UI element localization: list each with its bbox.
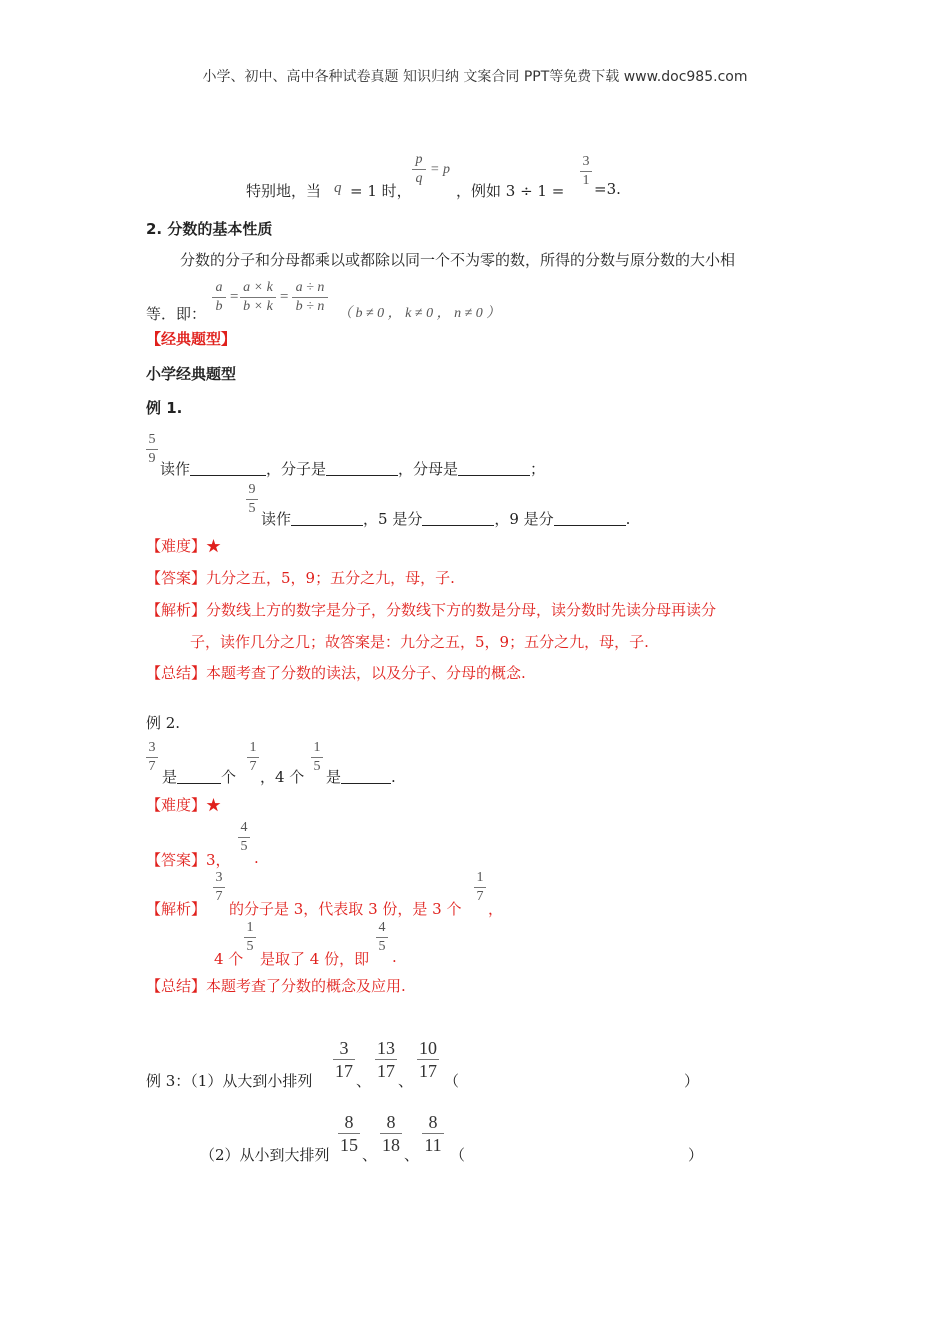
conditions: （ b ≠ 0 ， k ≠ 0 ， n ≠ 0 ）	[338, 306, 501, 321]
answer-blank[interactable]	[190, 461, 266, 476]
fraction-9-over-5: 9 5	[246, 482, 258, 517]
answer-blank[interactable]	[422, 511, 494, 526]
close-paren: ）	[684, 1072, 700, 1090]
equals-sign: =	[279, 289, 290, 305]
separator: 、	[404, 1146, 420, 1164]
fraction-4-over-5: 4 5	[238, 820, 250, 855]
equals-sign: =	[229, 289, 240, 305]
fraction-13-over-17: 13 17	[377, 1038, 395, 1081]
difficulty: 【难度】★	[146, 796, 222, 814]
analysis-line2-end: .	[392, 948, 397, 966]
special-post: =3.	[594, 180, 621, 198]
difficulty: 【难度】★	[146, 537, 222, 555]
example-2-text-a	[162, 766, 236, 787]
fraction-3-over-1: 3 1	[580, 154, 592, 189]
fraction-8-over-11: 8 11	[422, 1112, 444, 1155]
separator: 、	[398, 1072, 414, 1090]
answer: 【答案】九分之五，5，9；五分之九，母，子.	[146, 569, 455, 587]
example-2-title: 例 2.	[146, 714, 181, 732]
example-2-text-b: ，4 个	[260, 768, 305, 786]
fraction-3-over-7: 3 7	[146, 740, 158, 775]
analysis-line2-mid: 是取了 4 份，即	[260, 950, 370, 968]
summary: 【总结】本题考查了分数的读法，以及分子、分母的概念.	[146, 664, 526, 682]
fraction-10-over-17: 10 17	[419, 1038, 437, 1081]
text: 个	[221, 768, 237, 786]
fraction-8-over-15: 8 15	[340, 1112, 358, 1155]
separator: 、	[362, 1146, 378, 1164]
section-line2: 等．即：	[146, 305, 207, 323]
fraction-1-over-5: 1 5	[311, 740, 323, 775]
fraction-1-over-5: 1 5	[244, 920, 256, 955]
example-1-line2	[261, 508, 630, 529]
fraction-8-over-18: 8 18	[382, 1112, 400, 1155]
text: ；	[530, 460, 546, 478]
example-2-text-c	[326, 766, 396, 787]
analysis-line2: 4 个	[214, 950, 244, 968]
answer-blank[interactable]	[554, 511, 626, 526]
text: ，5 是分	[363, 510, 423, 528]
text: .	[625, 510, 631, 528]
fraction-p-over-q: p q	[412, 152, 426, 187]
text: ，9 是分	[494, 510, 554, 528]
text: 读作	[160, 460, 191, 478]
section-title: 2. 分数的基本性质	[146, 220, 273, 238]
text: 是	[326, 768, 342, 786]
text: .	[391, 768, 396, 786]
fraction-3-over-7: 3 7	[213, 870, 225, 905]
analysis-end: ，	[488, 900, 504, 918]
answer-end: .	[254, 849, 259, 867]
section-paragraph: 分数的分子和分母都乘以或都除以同一个不为零的数，所得的分数与原分数的大小相	[180, 251, 736, 269]
fraction-ak-over-bk: a × k b × k	[240, 280, 276, 315]
fraction-an-over-bn: a ÷ n b ÷ n	[292, 280, 328, 315]
text: 读作	[261, 510, 292, 528]
primary-heading: 小学经典题型	[146, 365, 237, 383]
analysis-cont: 子，读作几分之几；故答案是：九分之五，5，9；五分之九，母，子.	[190, 633, 649, 651]
fraction-4-over-5: 4 5	[376, 920, 388, 955]
separator: 、	[356, 1072, 372, 1090]
answer-blank[interactable]	[326, 461, 398, 476]
special-pre: 特别地，当	[246, 182, 322, 200]
answer-blank[interactable]	[341, 769, 391, 784]
answer-blank[interactable]	[458, 461, 530, 476]
special-eq1: = 1 时，	[350, 182, 412, 200]
analysis-mid: 的分子是 3，代表取 3 份，是 3 个	[229, 900, 462, 918]
fraction-a-over-b: a b	[212, 280, 226, 315]
close-paren: ）	[688, 1146, 704, 1164]
fraction-1-over-7: 1 7	[247, 740, 259, 775]
text: ，分子是	[266, 460, 327, 478]
summary: 【总结】本题考查了分数的概念及应用.	[146, 977, 406, 995]
classic-heading: 【经典题型】	[146, 330, 237, 348]
analysis: 【解析】分数线上方的数字是分子，分数线下方的数是分母，读分数时先读分母再读分	[146, 601, 717, 619]
answer-blank[interactable]	[291, 511, 363, 526]
equals-p: = p	[430, 162, 450, 177]
var-q: q	[334, 180, 342, 196]
page-header: 小学、初中、高中各种试卷真题 知识归纳 文案合同 PPT等免费下载 www.doc985.com	[202, 69, 748, 85]
text: ，分母是	[398, 460, 459, 478]
answer: 【答案】3，	[146, 851, 231, 869]
open-paren: （	[444, 1072, 460, 1090]
fraction-5-over-9: 5 9	[146, 432, 158, 467]
example-1-title: 例 1.	[146, 399, 183, 417]
example-1-line1	[160, 458, 545, 479]
fraction-1-over-7: 1 7	[474, 870, 486, 905]
special-mid: ，例如 3 ÷ 1 =	[456, 182, 565, 200]
text: 是	[162, 768, 178, 786]
open-paren: （	[450, 1146, 466, 1164]
answer-blank[interactable]	[177, 769, 221, 784]
example-3-part2: （2）从小到大排列	[200, 1146, 330, 1164]
fraction-3-over-17: 3 17	[335, 1038, 353, 1081]
example-3-title: 例 3：（1）从大到小排列	[146, 1072, 313, 1090]
analysis: 【解析】	[146, 900, 207, 918]
